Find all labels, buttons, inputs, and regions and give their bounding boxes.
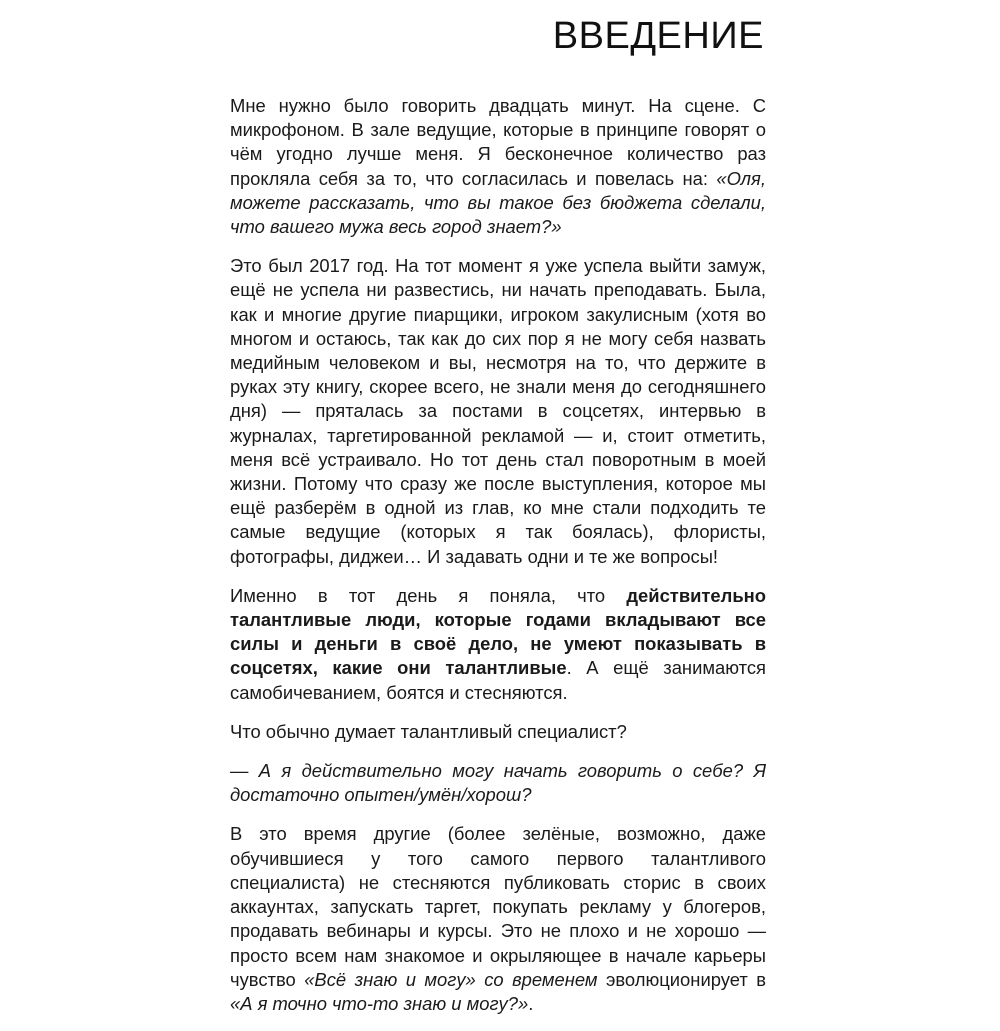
paragraph-6-text: В это время другие (более зелёные, возможно, даже обучившиеся у того самого первого талантливого специалиста) не стесняются публиковать сторис в своих аккаунтах, запускать таргет, покупать рекламу у блогеров, продавать вебинары и курсы. Это не плохо и не хорошо — просто всем нам знакомое и окрыляющее в начале карьеры чувство: [230, 823, 766, 990]
paragraph-6-mid-2: эволюционирует в: [597, 968, 766, 990]
paragraph-3-lead: Именно в тот день я поняла, что: [230, 584, 627, 606]
paragraph-3: [230, 584, 766, 705]
paragraph-1-text: Мне нужно было говорить двадцать минут. На сцене. С микрофоном. В зале ведущие, которые в принципе говорят о чём угодно лучше меня. Я бесконечное количество раз прокляла себя за то, что согласилась и повелась на:: [230, 95, 766, 189]
paragraph-2: [230, 254, 766, 569]
paragraph-1: [230, 94, 766, 239]
paragraph-6: [230, 822, 766, 1016]
paragraph-5: [230, 759, 766, 807]
paragraph-6-mid-1: [476, 969, 484, 990]
paragraph-1-quote: «Оля, можете рассказать, что вы такое без бюджета сделали, что вашего мужа весь город знает?»: [230, 167, 766, 238]
paragraph-5-dash: —: [230, 760, 259, 782]
paragraph-3-bold: действительно талантливые люди, которые годами вкладывают все силы и деньги в своё дело, не умеют показывать в соцсетях, какие они талантливые: [230, 584, 766, 679]
paragraph-6-quote-1: «Всё знаю и могу»: [304, 968, 476, 990]
paragraph-6-quote-2: «А я точно что-то знаю и могу?»: [230, 992, 529, 1014]
paragraph-3-tail: . А ещё занимаются самобичеванием, боятся и стесняются.: [230, 657, 766, 703]
paragraph-6-italic-word: со временем: [484, 968, 598, 990]
paragraph-2-text: Это был 2017 год. На тот момент я уже успела выйти замуж, ещё не успела ни развестись, ни начать преподавать. Была, как и многие другие пиарщики, игроком закулисным (хотя во многом и остаюсь, так как до сих пор я не могу себя назвать медийным человеком и вы, несмотря на то, что держите в руках эту книгу, скорее всего, не знали меня до сегодняшнего дня) — пряталась за постами в соцсетях, интервью в журналах, таргетированной рекламой — и, стоит отметить, меня всё устраивало. Но тот день стал поворотным в моей жизни. Потому что сразу же после выступления, которое мы ещё разберём в одной из глав, ко мне стали подходить те самые ведущие (которых я так боялась), флористы, фотографы, диджеи… И задавать одни и те же вопросы!: [230, 255, 766, 567]
chapter-title: ВВЕДЕНИЕ: [552, 15, 764, 57]
paragraph-4: [230, 720, 766, 744]
paragraph-5-quote: А я действительно могу начать говорить о себе? Я достаточно опытен/умён/хорош?: [230, 760, 766, 806]
chapter-body: [230, 94, 766, 1031]
paragraph-6-end: .: [528, 992, 534, 1014]
paragraph-4-text: Что обычно думает талантливый специалист?: [230, 720, 627, 742]
